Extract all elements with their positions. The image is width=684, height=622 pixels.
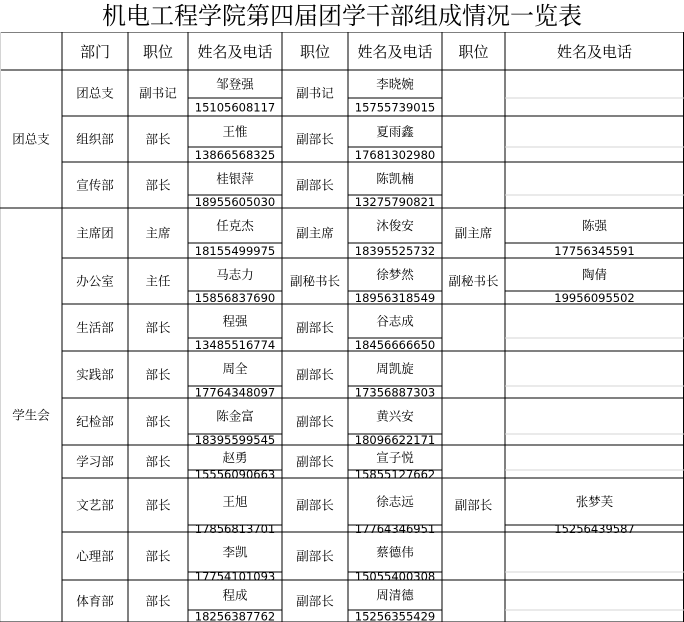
member-title: 部长 xyxy=(145,548,171,564)
member-name: 徐志远 xyxy=(376,494,414,509)
member-title: 副部长 xyxy=(296,131,334,147)
member-name: 邹登强 xyxy=(216,76,254,92)
department-name: 宣传部 xyxy=(76,177,114,193)
member-title: 部长 xyxy=(145,593,171,609)
member-title: 副部长 xyxy=(296,177,334,193)
member-title: 主席 xyxy=(145,225,171,241)
member-title: 部长 xyxy=(145,320,171,335)
member-name: 黄兴安 xyxy=(376,408,414,424)
member-phone: 17764346951 xyxy=(354,522,436,536)
member-title: 部长 xyxy=(145,177,171,193)
member-name: 王旭 xyxy=(222,494,248,509)
department-name: 团总支 xyxy=(76,85,114,101)
column-header: 姓名及电话 xyxy=(556,43,633,61)
column-header: 职位 xyxy=(299,43,331,61)
member-phone: 15556090663 xyxy=(194,467,276,482)
member-phone: 17754101093 xyxy=(194,569,276,584)
department-name: 文艺部 xyxy=(76,497,114,513)
member-phone: 18096622171 xyxy=(354,433,436,447)
column-header: 部门 xyxy=(79,43,111,61)
member-phone: 18955605030 xyxy=(194,195,276,209)
member-phone: 13485516774 xyxy=(194,338,276,352)
department-name: 生活部 xyxy=(76,320,114,335)
department-name: 主席团 xyxy=(76,225,114,241)
member-title: 副部长 xyxy=(296,320,334,335)
member-phone: 15256355429 xyxy=(354,609,436,622)
member-name: 徐梦然 xyxy=(376,267,414,282)
member-name: 李晓婉 xyxy=(376,76,414,92)
member-name: 桂银萍 xyxy=(216,171,254,186)
department-name: 实践部 xyxy=(76,367,114,382)
group-label: 学生会 xyxy=(12,407,50,423)
member-title: 副主席 xyxy=(454,225,493,241)
member-phone: 15105608117 xyxy=(194,100,276,115)
member-name: 陈强 xyxy=(581,218,608,233)
column-header: 姓名及电话 xyxy=(197,43,273,61)
column-header: 姓名及电话 xyxy=(357,43,433,61)
member-name: 陈凯楠 xyxy=(376,171,414,186)
department-name: 学习部 xyxy=(76,454,114,469)
member-title: 部长 xyxy=(145,131,171,147)
member-phone: 15855127662 xyxy=(354,467,436,482)
member-name: 李凯 xyxy=(222,544,248,560)
member-title: 部长 xyxy=(145,367,171,382)
member-phone: 17856813701 xyxy=(194,522,276,536)
member-name: 蔡德伟 xyxy=(376,544,414,560)
member-phone: 13275790821 xyxy=(354,195,436,209)
member-name: 周全 xyxy=(222,361,248,376)
member-name: 马志力 xyxy=(216,267,254,282)
member-phone: 19956095502 xyxy=(554,291,635,305)
member-name: 陶倩 xyxy=(581,267,608,282)
member-title: 副秘书长 xyxy=(289,273,341,289)
member-name: 沐俊安 xyxy=(376,218,414,233)
member-title: 副部长 xyxy=(296,548,334,564)
member-name: 程成 xyxy=(222,587,248,603)
department-name: 纪检部 xyxy=(76,414,114,429)
member-title: 部长 xyxy=(145,497,171,513)
member-phone: 18256387762 xyxy=(194,609,276,622)
member-name: 夏雨鑫 xyxy=(376,124,414,139)
member-phone: 17356887303 xyxy=(354,385,436,400)
member-title: 副部长 xyxy=(296,497,334,513)
member-title: 部长 xyxy=(145,414,171,429)
column-header: 职位 xyxy=(458,43,489,61)
member-phone: 13866568325 xyxy=(194,148,276,162)
member-title: 主任 xyxy=(145,273,171,289)
member-phone: 15256439587 xyxy=(554,522,635,536)
member-phone: 15856837690 xyxy=(194,291,276,305)
member-title: 副部长 xyxy=(296,414,334,429)
member-name: 张梦芙 xyxy=(575,494,614,509)
member-name: 赵勇 xyxy=(222,450,248,465)
department-name: 心理部 xyxy=(76,548,114,564)
member-name: 宣子悦 xyxy=(376,450,414,465)
member-phone: 17764348097 xyxy=(194,385,276,400)
member-name: 程强 xyxy=(222,313,248,329)
member-phone: 18155499975 xyxy=(194,244,276,258)
member-title: 副部长 xyxy=(296,454,334,469)
member-title: 部长 xyxy=(145,454,171,469)
department-name: 办公室 xyxy=(76,273,114,289)
member-name: 陈金富 xyxy=(216,408,254,424)
group-label: 团总支 xyxy=(12,131,50,147)
member-title: 副秘书长 xyxy=(448,273,499,289)
member-phone: 18456666650 xyxy=(354,338,436,352)
member-title: 副部长 xyxy=(296,593,334,609)
member-name: 王惟 xyxy=(222,124,248,139)
roster-table xyxy=(0,32,684,622)
member-title: 副书记 xyxy=(296,85,334,101)
member-name: 任克杰 xyxy=(216,218,254,233)
sheet-title: 机电工程学院第四届团学干部组成情况一览表 xyxy=(102,2,582,30)
member-phone: 18395599545 xyxy=(194,433,276,447)
member-title: 副部长 xyxy=(296,367,334,382)
member-phone: 17681302980 xyxy=(354,148,436,162)
member-name: 周凯旋 xyxy=(376,361,414,376)
member-phone: 15755739015 xyxy=(354,100,436,115)
member-phone: 17756345591 xyxy=(554,244,635,258)
member-phone: 18395525732 xyxy=(354,244,436,258)
member-title: 副书记 xyxy=(139,85,177,101)
member-phone: 18956318549 xyxy=(354,291,436,305)
department-name: 组织部 xyxy=(76,131,114,147)
department-name: 体育部 xyxy=(76,593,114,609)
member-phone: 15055400308 xyxy=(354,569,436,584)
member-title: 副主席 xyxy=(296,225,334,241)
member-name: 谷志成 xyxy=(376,313,414,329)
member-name: 周清德 xyxy=(376,587,414,603)
column-header: 职位 xyxy=(142,43,174,61)
member-title: 副部长 xyxy=(454,497,493,513)
